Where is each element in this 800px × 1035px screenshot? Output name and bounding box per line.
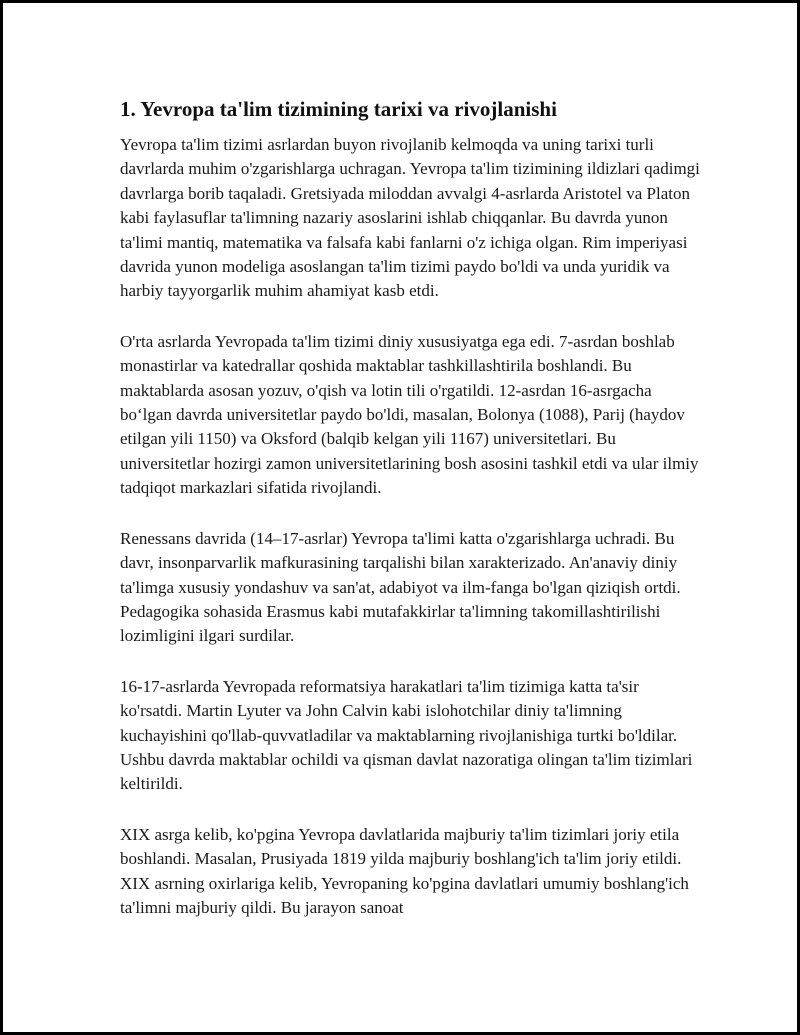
paragraph-nineteenth-century: XIX asrga kelib, ko'pgina Yevropa davlatlarida majburiy ta'lim tizimlari joriy etila boshlandi. Masalan, Prusiyada 1819 yilda majburiy boshlang'ich ta'lim joriy etildi. XIX asrning oxirlariga kelib, Yevropaning ko'pgina davlatlari umumiy boshlang'ich ta'limni majburiy qildi. Bu jarayon sanoat — [120, 824, 689, 917]
paragraph-reformation: 16-17-asrlarda Yevropada reformatsiya harakatlari ta'lim tizimiga katta ta'sir ko'rsatdi. Martin Lyuter va John Calvin kabi islohotchilar diniy ta'limning kuchayishini qo'llab-quvvatladilar va maktablarning rivojlanishiga turtki bo'ldilar. Ushbu davrda maktablar ochildi va qisman davlat nazoratiga olingan ta'lim tizimlari keltirildi. — [120, 676, 693, 794]
section-heading: 1. Yevropa ta'lim tizimining tarixi va rivojlanishi — [120, 97, 557, 121]
paragraph-renaissance: Renessans davrida (14–17-asrlar) Yevropa ta'limi katta o'zgarishlarga uchradi. Bu davr, insonparvarlik mafkurasining tarqalishi bilan xarakterizado. An'anaviy diniy ta'limga xususiy yondashuv va san'at, adabiyot va ilm-fanga bo'lgan qiziqish ortdi. Pedagogika sohasida Erasmus kabi mutafakkirlar ta'limning takomillashtirilishi lozimligini ilgari surdilar. — [120, 528, 681, 646]
document-content — [120, 95, 700, 946]
paragraph-middle-ages: O'rta asrlarda Yevropada ta'lim tizimi diniy xususiyatga ega edi. 7-asrdan boshlab monastirlar va katedrallar qoshida maktablar tashkillashtirila boshlandi. Bu maktablarda asosan yozuv, o'qish va lotin tili o'rgatildi. 12-asrdan 16-asrgacha bo‘lgan davrda universitetlar paydo bo'ldi, masalan, Bolonya (1088), Parij (haydov etilgan yili 1150) va Oksford (balqib kelgan yili 1167) universitetlari. Bu universitetlar hozirgi zamon universitetlarining bosh asosini tashkil etdi va ular ilmiy tadqiqot markazlari sifatida rivojlandi. — [120, 331, 699, 498]
paragraph-ancient-era: Yevropa ta'lim tizimi asrlardan buyon rivojlanib kelmoqda va uning tarixi turli davrlarda muhim o'zgarishlarga uchragan. Yevropa ta'lim tizimining ildizlari qadimgi davrlarga borib taqaladi. Gretsiyada miloddan avvalgi 4-asrlarda Aristotel va Platon kabi faylasuflar ta'limning nazariy asoslarini ishlab chiqqanlar. Bu davrda yunon ta'limi mantiq, matematika va falsafa kabi fanlarni o'z ichiga olgan. Rim imperiyasi davrida yunon modeliga asoslangan ta'lim tizimi paydo bo'ldi va unda yuridik va harbiy tayyorgarlik muhim ahamiyat kasb etdi. — [120, 135, 700, 301]
